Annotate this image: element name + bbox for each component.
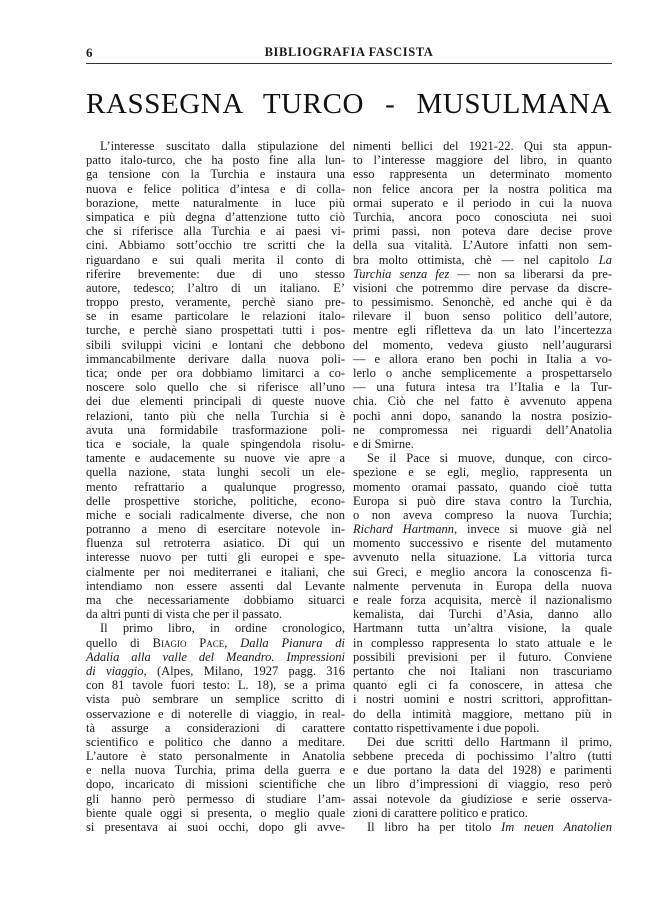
- text-line: — e allora erano ben pochi in Italia a vo-: [353, 351, 612, 366]
- text-line: momento oramai passato, quando cioè tutta: [353, 479, 612, 494]
- text-line: lerlo o anche semplicemente a prospettarselo: [353, 366, 612, 380]
- right-column: [353, 139, 612, 834]
- text-line: sibili sviluppi vicini e lontani che debbono: [86, 337, 345, 352]
- text-line: borazione, mette naturalmente in luce più: [86, 195, 345, 210]
- text-line: pertanto che noi Italiani non trascuriamo: [353, 663, 612, 678]
- text-line: cini. Abbiamo sott’occhio tre scritti che la: [86, 238, 345, 253]
- text-segment: ,: [224, 635, 241, 650]
- text-line: sui Greci, e meglio ancora la conoscenza fi-: [353, 564, 612, 579]
- text-line: kemalista, dai Turchi d’Asia, danno allo: [353, 607, 612, 622]
- text-line: potranno a meno di esercitare notevole in-: [86, 522, 345, 537]
- article-title: RASSEGNA TURCO - MUSULMANA: [86, 88, 612, 120]
- text-line: L’autore è stato personalmente in Anatolia: [86, 749, 345, 764]
- text-line: mentre egli rifletteva da un lato l’incertezza: [353, 323, 612, 338]
- text-line: nimenti bellici del 1921-22. Qui sta appun-: [353, 139, 612, 153]
- text-line: [86, 636, 345, 650]
- italic-text: La: [598, 252, 612, 267]
- text-line: e reale forza acquisita, mercè il nazionalismo: [353, 593, 612, 607]
- text-line: Hartmann tutta un’altra visione, la quale: [353, 621, 612, 636]
- text-line: quella nazione, stata lunghi secoli un ele-: [86, 465, 345, 480]
- text-line: relazioni, tanto più che nella Turchia si è: [86, 408, 345, 423]
- text-line: ormai superato e il periodo in cui la nuova: [353, 195, 612, 210]
- text-line: [353, 267, 612, 281]
- text-line: to pessimismo. Senonchè, ed anche qui è da: [353, 295, 612, 310]
- text-line: sebbene preceda di pochissimo l’altro (tutti: [353, 749, 612, 764]
- text-line: noscere solo quello che si riferisce all’uno: [86, 380, 345, 395]
- text-line: avvenuto nella situazione. La vittoria turca: [353, 550, 612, 565]
- text-line: o non aveva compreso la nuova Turchia;: [353, 507, 612, 522]
- text-line: quanto egli ci fa conoscere, in attesa che: [353, 678, 612, 693]
- text-line: riguardano e sui quali merita il conto di: [86, 252, 345, 267]
- text-segment: — non sa liberarsi da pre-: [449, 266, 612, 281]
- text-line: visioni che potremmo dire pervase da discre-: [353, 280, 612, 295]
- text-line: tamente e audacemente su nuove vie apre a: [86, 451, 345, 466]
- text-line: tica; onde per ora dobbiamo limitarci a co-: [86, 366, 345, 380]
- text-line: tica e sociale, la quale spingendola risolu-: [86, 436, 345, 451]
- text-segment: bra molto ottimista, chè — nel capitolo: [353, 252, 599, 267]
- text-line: [353, 522, 612, 536]
- text-line: tà assurge a considerazioni di carattere: [86, 720, 345, 735]
- text-line: mento refrattario a qualunque progresso,: [86, 479, 345, 494]
- text-line: gli hanno però permesso di studiare l’am-: [86, 791, 345, 806]
- italic-text: Turchia senza fez: [353, 266, 450, 281]
- text-line: momento successivo e risente del mutamento: [353, 536, 612, 551]
- text-line: e due portano la data del 1928) e parimenti: [353, 763, 612, 778]
- text-line: Se il Pace si muove, dunque, con circo-: [367, 451, 612, 466]
- text-line: ga tensione con la Turchia e instaura una: [86, 167, 345, 182]
- text-line: ne compromessa nei riguardi dell’Anatolia: [353, 422, 612, 437]
- text-line: se in esame particolare le relazioni italo-: [86, 309, 345, 324]
- text-line: dei due elementi principali di queste nuove: [86, 394, 345, 409]
- text-line: da altri punti di vista che per il passato.: [86, 607, 283, 622]
- text-line: del momento, vedeva giusto nell’augurarsi: [353, 337, 612, 352]
- text-line: in complesso rappresenta lo stato attuale e le: [353, 635, 612, 650]
- text-line: i nostri uomini e nostri scrittori, approfittan-: [353, 692, 612, 707]
- text-line: [353, 253, 612, 267]
- text-line: delle prospettive storiche, politiche, econo-: [86, 493, 345, 508]
- text-line: scientifico e politico che danno a meditare.: [86, 734, 345, 749]
- text-segment: invece si muove già nel: [457, 522, 612, 537]
- text-line: zioni di carattere politico e pratico.: [353, 805, 528, 820]
- running-header: BIBLIOGRAFIA FASCISTA: [264, 45, 434, 59]
- text-line: Europa si può dire stava contro la Turchia,: [353, 493, 612, 508]
- text-line: primi passi, non poteva dare decise prove: [353, 224, 612, 239]
- text-line: e di Smirne.: [353, 436, 414, 451]
- text-segment: Il libro ha per titolo: [367, 820, 502, 834]
- text-line: non felice ancora per la nostra politica ma: [353, 181, 612, 196]
- text-line: dopo, incaricato di missioni scientifiche che: [86, 777, 345, 792]
- text-line: [86, 664, 345, 678]
- text-line: troppo presto, veramente, perchè siano pre-: [86, 295, 345, 310]
- text-line: della sua vitalità. L’Autore infatti non sem-: [353, 238, 612, 253]
- text-line: che si riferisce alla Turchia e ai paesi vi-: [86, 224, 345, 239]
- text-line: biente quale oggi si presenta, o meglio quale: [86, 805, 345, 820]
- text-line: cialmente per noi mediterranei e italiani, che: [86, 564, 345, 579]
- text-line: Turchia, ancora poco conosciuta nei suoi: [353, 209, 612, 224]
- text-line: Dei due scritti dello Hartmann il primo,: [367, 734, 612, 749]
- text-line: contatto rispettivamente i due popoli.: [353, 720, 540, 735]
- text-line: — una futura intesa tra l’Italia e la Tur-: [353, 380, 612, 395]
- text-line: vista può sembrare un semplice scritto di: [86, 692, 345, 707]
- text-line: L’interesse suscitato dalla stipulazione del: [100, 139, 345, 153]
- text-line: assai notevole da giudiziose e serie osserva-: [353, 791, 612, 806]
- text-line: pochi anni dopo, sanando la nostra posizio-: [353, 408, 612, 423]
- text-line: interesse nuovo per tutti gli europei e spe-: [86, 550, 345, 565]
- text-line: turche, e perchè siano prospettati tutti i pos-: [86, 323, 345, 338]
- text-segment: quello di: [86, 635, 153, 650]
- italic-text: di viaggio,: [86, 663, 147, 678]
- text-line: osservazione e di noterelle di viaggio, in real-: [86, 706, 345, 721]
- italic-text: Richard Hartmann,: [353, 522, 458, 537]
- left-column: [86, 139, 345, 834]
- text-line: patto italo-turco, che ha posto fine alla lun-: [86, 153, 345, 168]
- text-line: nalmente pervenuta in Europa della nuova: [353, 578, 612, 593]
- text-line: nuova e felice politica d’intesa e di colla-: [86, 181, 345, 196]
- text-line: con 81 tavole fuori testo: L. 18), se a prima: [86, 678, 345, 693]
- text-line: autore, tedesco; l’altro di un italiano. E’: [86, 280, 345, 295]
- text-line: Il primo libro, in ordine cronologico,: [100, 621, 345, 636]
- text-line: chia. Ciò che nel fatto è avvenuto appena: [353, 394, 612, 409]
- text-line: immancabilmente derivare dalla nuova poli-: [86, 351, 345, 366]
- text-line: to l’interesse maggiore del libro, in quanto: [353, 153, 612, 168]
- text-line: ma che necessariamente dobbiamo situarci: [86, 593, 345, 607]
- page-number: 6: [86, 45, 93, 60]
- text-line: fluenza sul retroterra asiatico. Di qui un: [86, 536, 345, 551]
- text-segment: (Alpes, Milano, 1927 pagg. 316: [146, 663, 346, 678]
- text-line: miche e sociali radicalmente diverse, che non: [86, 507, 345, 522]
- text-line: rilevare il buon senso politico dell’autore,: [353, 309, 612, 324]
- italic-text: Dalla Pianura di: [240, 635, 346, 650]
- text-line: riferire brevemente: due di uno stesso: [86, 266, 345, 281]
- text-line: possibili previsioni per il futuro. Conviene: [353, 649, 612, 664]
- text-line: avuta una formidabile trasformazione poli-: [86, 422, 345, 437]
- italic-text: Adalia alla valle del Meandro. Impressioni: [86, 649, 345, 664]
- text-line: do della intimità maggiore, mettano più in: [353, 706, 612, 721]
- small-caps-name: Biagio Pace: [152, 635, 225, 650]
- text-line: un libro d’impressioni di viaggio, reso però: [353, 777, 612, 792]
- text-line: simpatica e più degna d’attenzione tutto ciò: [86, 209, 345, 224]
- text-line: esso rappresenta un determinato momento: [353, 167, 612, 182]
- italic-text: Im neuen Anatolien: [501, 820, 612, 834]
- text-line: intendiamo non essere assenti dal Levante: [86, 578, 345, 593]
- header-rule: [86, 63, 612, 64]
- text-line: e nella nuova Turchia, prima della guerra e: [86, 763, 345, 778]
- text-line: spezione e se egli, meglio, rappresenta un: [353, 465, 612, 480]
- text-line: [353, 820, 612, 834]
- text-line: si presentava ai suoi occhi, dopo gli avve-: [86, 820, 345, 834]
- text-line: [86, 650, 345, 664]
